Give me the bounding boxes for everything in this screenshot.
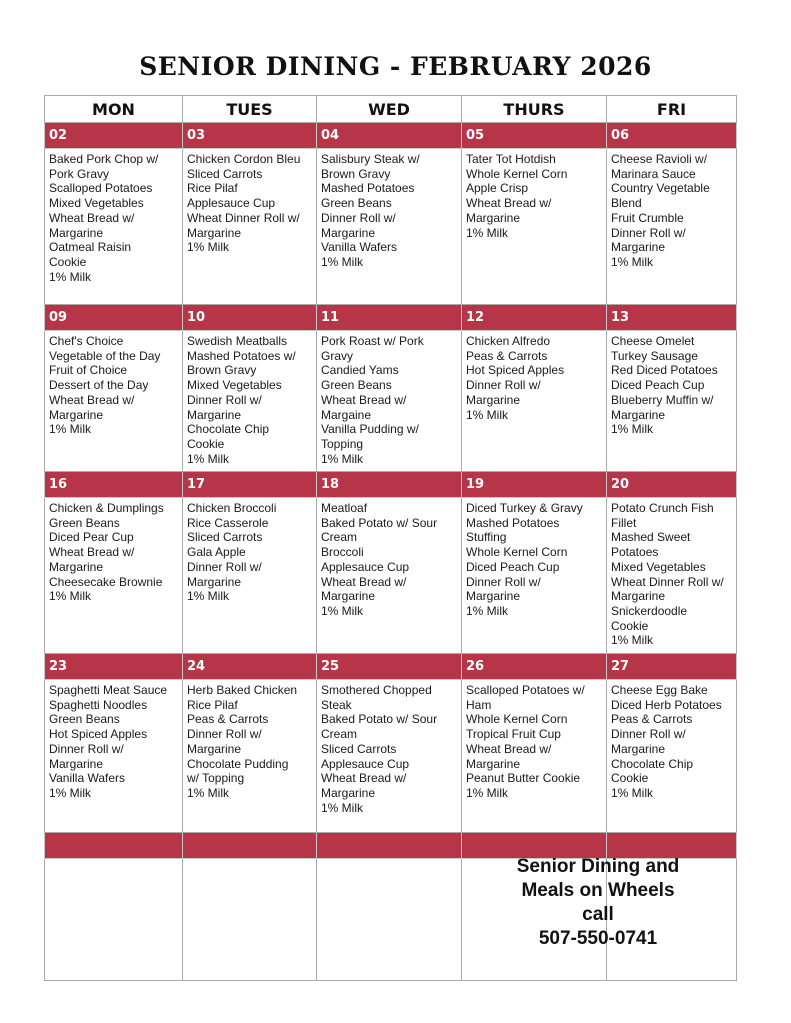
menu-item: Spaghetti Meat Sauce [49,683,168,697]
menu-item: 1% Milk [321,254,364,269]
menu-cell [317,680,462,833]
menu-item: Baked Pork Chop w/ [49,152,159,166]
date-number: 26 [462,654,607,680]
menu-item: Snickerdoodle [611,603,688,618]
menu-cell [183,331,317,472]
menu-cell [183,149,317,305]
menu-item: Margarine [611,240,666,255]
menu-item: Scalloped Potatoes w/ [466,683,585,697]
menu-row [45,498,737,654]
menu-item: Fillet [611,515,637,530]
menu-item: Dinner Roll w/ [466,378,541,393]
menu-item: Rice Pilaf [187,697,238,712]
menu-item: Peas & Carrots [466,348,548,363]
menu-item: Mashed Potatoes [321,181,415,196]
menu-item: Scalloped Potatoes [49,181,153,196]
contact-callout [480,855,716,951]
menu-cell [607,680,737,833]
menu-item: 1% Milk [49,269,92,284]
date-number: 06 [607,123,737,149]
date-number: 13 [607,305,737,331]
menu-cell [607,149,737,305]
blank-date-cell [45,833,183,859]
menu-item: Marinara Sauce [611,166,696,181]
menu-item: Cookie [187,436,225,451]
menu-item: 1% Milk [321,451,364,466]
menu-item: Mashed Sweet [611,530,691,545]
menu-item: Dinner Roll w/ [187,392,262,407]
date-number: 17 [183,472,317,498]
menu-item: Cheese Omelet [611,334,695,348]
menu-item: Pork Gravy [49,166,110,181]
menu-item: Salisbury Steak w/ [321,152,420,166]
menu-item: Green Beans [49,712,120,727]
blank-date-cell [183,833,317,859]
menu-item: Wheat Bread w/ [49,545,135,560]
menu-item: Brown Gravy [187,363,257,378]
menu-item: 1% Milk [187,451,230,466]
menu-item: Margarine [321,589,376,604]
menu-item: Blueberry Muffin w/ [611,392,714,407]
menu-item: Cream [321,530,358,545]
empty-cell [183,859,317,981]
date-number: 12 [462,305,607,331]
menu-item: Red Diced Potatoes [611,363,718,378]
menu-cell [317,498,462,654]
menu-item: 1% Milk [466,603,509,618]
menu-item: 1% Milk [49,589,92,604]
menu-item: Vanilla Wafers [321,240,398,255]
menu-item: Diced Pear Cup [49,530,134,545]
menu-item: Peanut Butter Cookie [466,771,581,786]
date-number: 05 [462,123,607,149]
menu-item: Tater Tot Hotdish [466,152,556,166]
menu-item: Gravy [321,348,354,363]
menu-item: Applesauce Cup [187,196,276,211]
menu-item: Country Vegetable [611,181,710,196]
menu-cell [183,498,317,654]
menu-item: Potatoes [611,545,659,560]
date-number: 27 [607,654,737,680]
menu-item: Baked Potato w/ Sour [321,712,438,727]
menu-calendar [44,95,737,981]
menu-item: Margarine [49,225,104,240]
menu-item: Margarine [466,589,521,604]
menu-item: Chef's Choice [49,334,124,348]
empty-cell [45,859,183,981]
callout-line: call [582,904,614,925]
date-number: 23 [45,654,183,680]
menu-item: Herb Baked Chicken [187,683,298,697]
date-number: 19 [462,472,607,498]
menu-item: Vanilla Wafers [49,771,126,786]
menu-cell [45,331,183,472]
menu-item: Chicken Cordon Bleu [187,152,301,166]
menu-cell [607,498,737,654]
date-row [45,123,737,149]
date-number: 11 [317,305,462,331]
weekday-fri: FRI [607,96,737,123]
menu-item: Margarine [466,756,521,771]
menu-cell [45,498,183,654]
menu-cell [462,149,607,305]
menu-item: Ham [466,697,492,712]
callout-line: Senior Dining and [516,856,680,877]
weekday-wed: WED [317,96,462,123]
menu-item: Tropical Fruit Cup [466,727,561,742]
date-number: 02 [45,123,183,149]
menu-item: Hot Spiced Apples [466,363,565,378]
menu-item: 1% Milk [187,589,230,604]
menu-item: Margarine [466,392,521,407]
menu-item: Dinner Roll w/ [187,727,262,742]
date-number: 09 [45,305,183,331]
menu-item: Green Beans [321,378,392,393]
menu-item: Cheese Ravioli w/ [611,152,708,166]
menu-item: 1% Milk [321,603,364,618]
menu-item: Dinner Roll w/ [49,741,124,756]
menu-item: 1% Milk [187,785,230,800]
menu-item: 1% Milk [466,407,509,422]
menu-cell [183,680,317,833]
menu-item: Chicken Broccoli [187,501,277,515]
weekday-tues: TUES [183,96,317,123]
menu-item: Mashed Potatoes [466,515,560,530]
menu-item: Mixed Vegetables [187,378,282,393]
menu-item: Mixed Vegetables [49,196,144,211]
menu-item: Dinner Roll w/ [611,727,686,742]
menu-item: Brown Gravy [321,166,391,181]
menu-item: Wheat Bread w/ [466,196,552,211]
menu-item: 1% Milk [611,254,654,269]
menu-item: Whole Kernel Corn [466,712,568,727]
menu-item: Applesauce Cup [321,559,410,574]
menu-item: Dessert of the Day [49,378,149,393]
menu-item: Cookie [611,618,649,633]
menu-item: 1% Milk [611,422,654,437]
menu-item: 1% Milk [466,785,509,800]
menu-item: Wheat Bread w/ [321,392,407,407]
menu-item: Rice Casserole [187,515,269,530]
menu-item: Wheat Bread w/ [321,771,407,786]
menu-item: Margarine [49,407,104,422]
menu-item: Oatmeal Raisin [49,240,132,255]
menu-item: Green Beans [321,196,392,211]
menu-item: Topping [321,436,364,451]
date-number: 04 [317,123,462,149]
menu-item: Wheat Bread w/ [321,574,407,589]
date-number: 03 [183,123,317,149]
menu-item: Vegetable of the Day [49,348,161,363]
menu-item: Cookie [49,254,87,269]
weekday-mon: MON [45,96,183,123]
callout-line: Meals on Wheels [521,880,675,901]
menu-item: Margaine [321,407,372,422]
menu-row [45,680,737,833]
menu-item: Hot Spiced Apples [49,727,148,742]
menu-item: Dinner Roll w/ [466,574,541,589]
menu-item: Wheat Dinner Roll w/ [611,574,724,589]
menu-item: Diced Peach Cup [611,378,705,393]
menu-item: Mashed Potatoes w/ [187,348,296,363]
date-row [45,305,737,331]
menu-item: Margarine [187,574,242,589]
menu-item: Chicken & Dumplings [49,501,164,515]
menu-item: Fruit Crumble [611,210,684,225]
menu-item: Dinner Roll w/ [187,559,262,574]
menu-row [45,331,737,472]
menu-item: Diced Turkey & Gravy [466,501,583,515]
menu-item: Spaghetti Noodles [49,697,148,712]
menu-item: Margarine [187,741,242,756]
date-row [45,472,737,498]
date-number: 16 [45,472,183,498]
menu-item: Dinner Roll w/ [321,210,396,225]
date-number: 24 [183,654,317,680]
menu-item: 1% Milk [611,633,654,648]
date-row [45,654,737,680]
menu-item: Peas & Carrots [187,712,269,727]
menu-item: Chocolate Pudding [187,756,289,771]
menu-item: Margarine [321,225,376,240]
menu-item: Mixed Vegetables [611,559,706,574]
weekday-thurs: THURS [462,96,607,123]
menu-item: Margarine [49,756,104,771]
menu-item: Diced Herb Potatoes [611,697,722,712]
menu-item: Dinner Roll w/ [611,225,686,240]
menu-item: Cheesecake Brownie [49,574,163,589]
menu-item: Swedish Meatballs [187,334,288,348]
menu-item: 1% Milk [321,800,364,815]
menu-cell [462,498,607,654]
menu-item: Wheat Dinner Roll w/ [187,210,300,225]
menu-item: Margarine [466,210,521,225]
menu-item: Applesauce Cup [321,756,410,771]
menu-cell [45,680,183,833]
menu-item: Gala Apple [187,545,246,560]
menu-item: Wheat Bread w/ [466,741,552,756]
menu-item: Wheat Bread w/ [49,392,135,407]
menu-item: Steak [321,697,352,712]
menu-item: Smothered Chopped [321,683,432,697]
menu-item: Blend [611,196,642,211]
menu-cell [462,680,607,833]
menu-cell [462,331,607,472]
menu-item: Green Beans [49,515,120,530]
menu-item: Margarine [321,785,376,800]
menu-item: Whole Kernel Corn [466,166,568,181]
menu-item: Margarine [611,741,666,756]
menu-item: 1% Milk [611,785,654,800]
menu-cell [317,149,462,305]
menu-item: w/ Topping [187,771,245,786]
menu-item: Apple Crisp [466,181,529,196]
menu-item: Whole Kernel Corn [466,545,568,560]
menu-item: Pork Roast w/ Pork [321,334,424,348]
menu-item: Wheat Bread w/ [49,210,135,225]
date-number: 10 [183,305,317,331]
menu-item: 1% Milk [49,422,92,437]
menu-item: Cream [321,727,358,742]
menu-item: Sliced Carrots [187,166,263,181]
menu-item: Broccoli [321,545,364,560]
menu-item: 1% Milk [187,240,230,255]
menu-item: Margarine [187,225,242,240]
menu-item: Peas & Carrots [611,712,693,727]
menu-item: Margarine [49,559,104,574]
menu-item: Sliced Carrots [187,530,263,545]
menu-item: 1% Milk [466,225,509,240]
menu-item: Margarine [611,589,666,604]
menu-item: Fruit of Choice [49,363,128,378]
menu-item: Chocolate Chip [611,756,694,771]
menu-item: Chicken Alfredo [466,334,551,348]
menu-item: Meatloaf [321,501,368,515]
date-number: 25 [317,654,462,680]
menu-row [45,149,737,305]
menu-cell [45,149,183,305]
blank-date-cell [317,833,462,859]
menu-item: 1% Milk [49,785,92,800]
empty-cell [317,859,462,981]
menu-item: Chocolate Chip [187,422,270,437]
callout-phone: 507-550-0741 [538,928,658,949]
menu-item: Turkey Sausage [611,348,698,363]
menu-cell [317,331,462,472]
menu-item: Vanilla Pudding w/ [321,422,419,437]
weeks-body [45,123,737,833]
page-title: SENIOR DINING - FEBRUARY 2026 [139,52,652,81]
menu-item: Baked Potato w/ Sour [321,515,438,530]
menu-item: Candied Yams [321,363,399,378]
menu-item: Margarine [187,407,242,422]
menu-item: Potato Crunch Fish [611,501,714,515]
menu-item: Sliced Carrots [321,741,397,756]
menu-item: Diced Peach Cup [466,559,560,574]
menu-item: Margarine [611,407,666,422]
weekday-header-row [45,96,737,123]
menu-item: Cookie [611,771,649,786]
date-number: 18 [317,472,462,498]
menu-item: Stuffing [466,530,507,545]
date-number: 20 [607,472,737,498]
menu-item: Rice Pilaf [187,181,238,196]
menu-item: Cheese Egg Bake [611,683,708,697]
menu-cell [607,331,737,472]
